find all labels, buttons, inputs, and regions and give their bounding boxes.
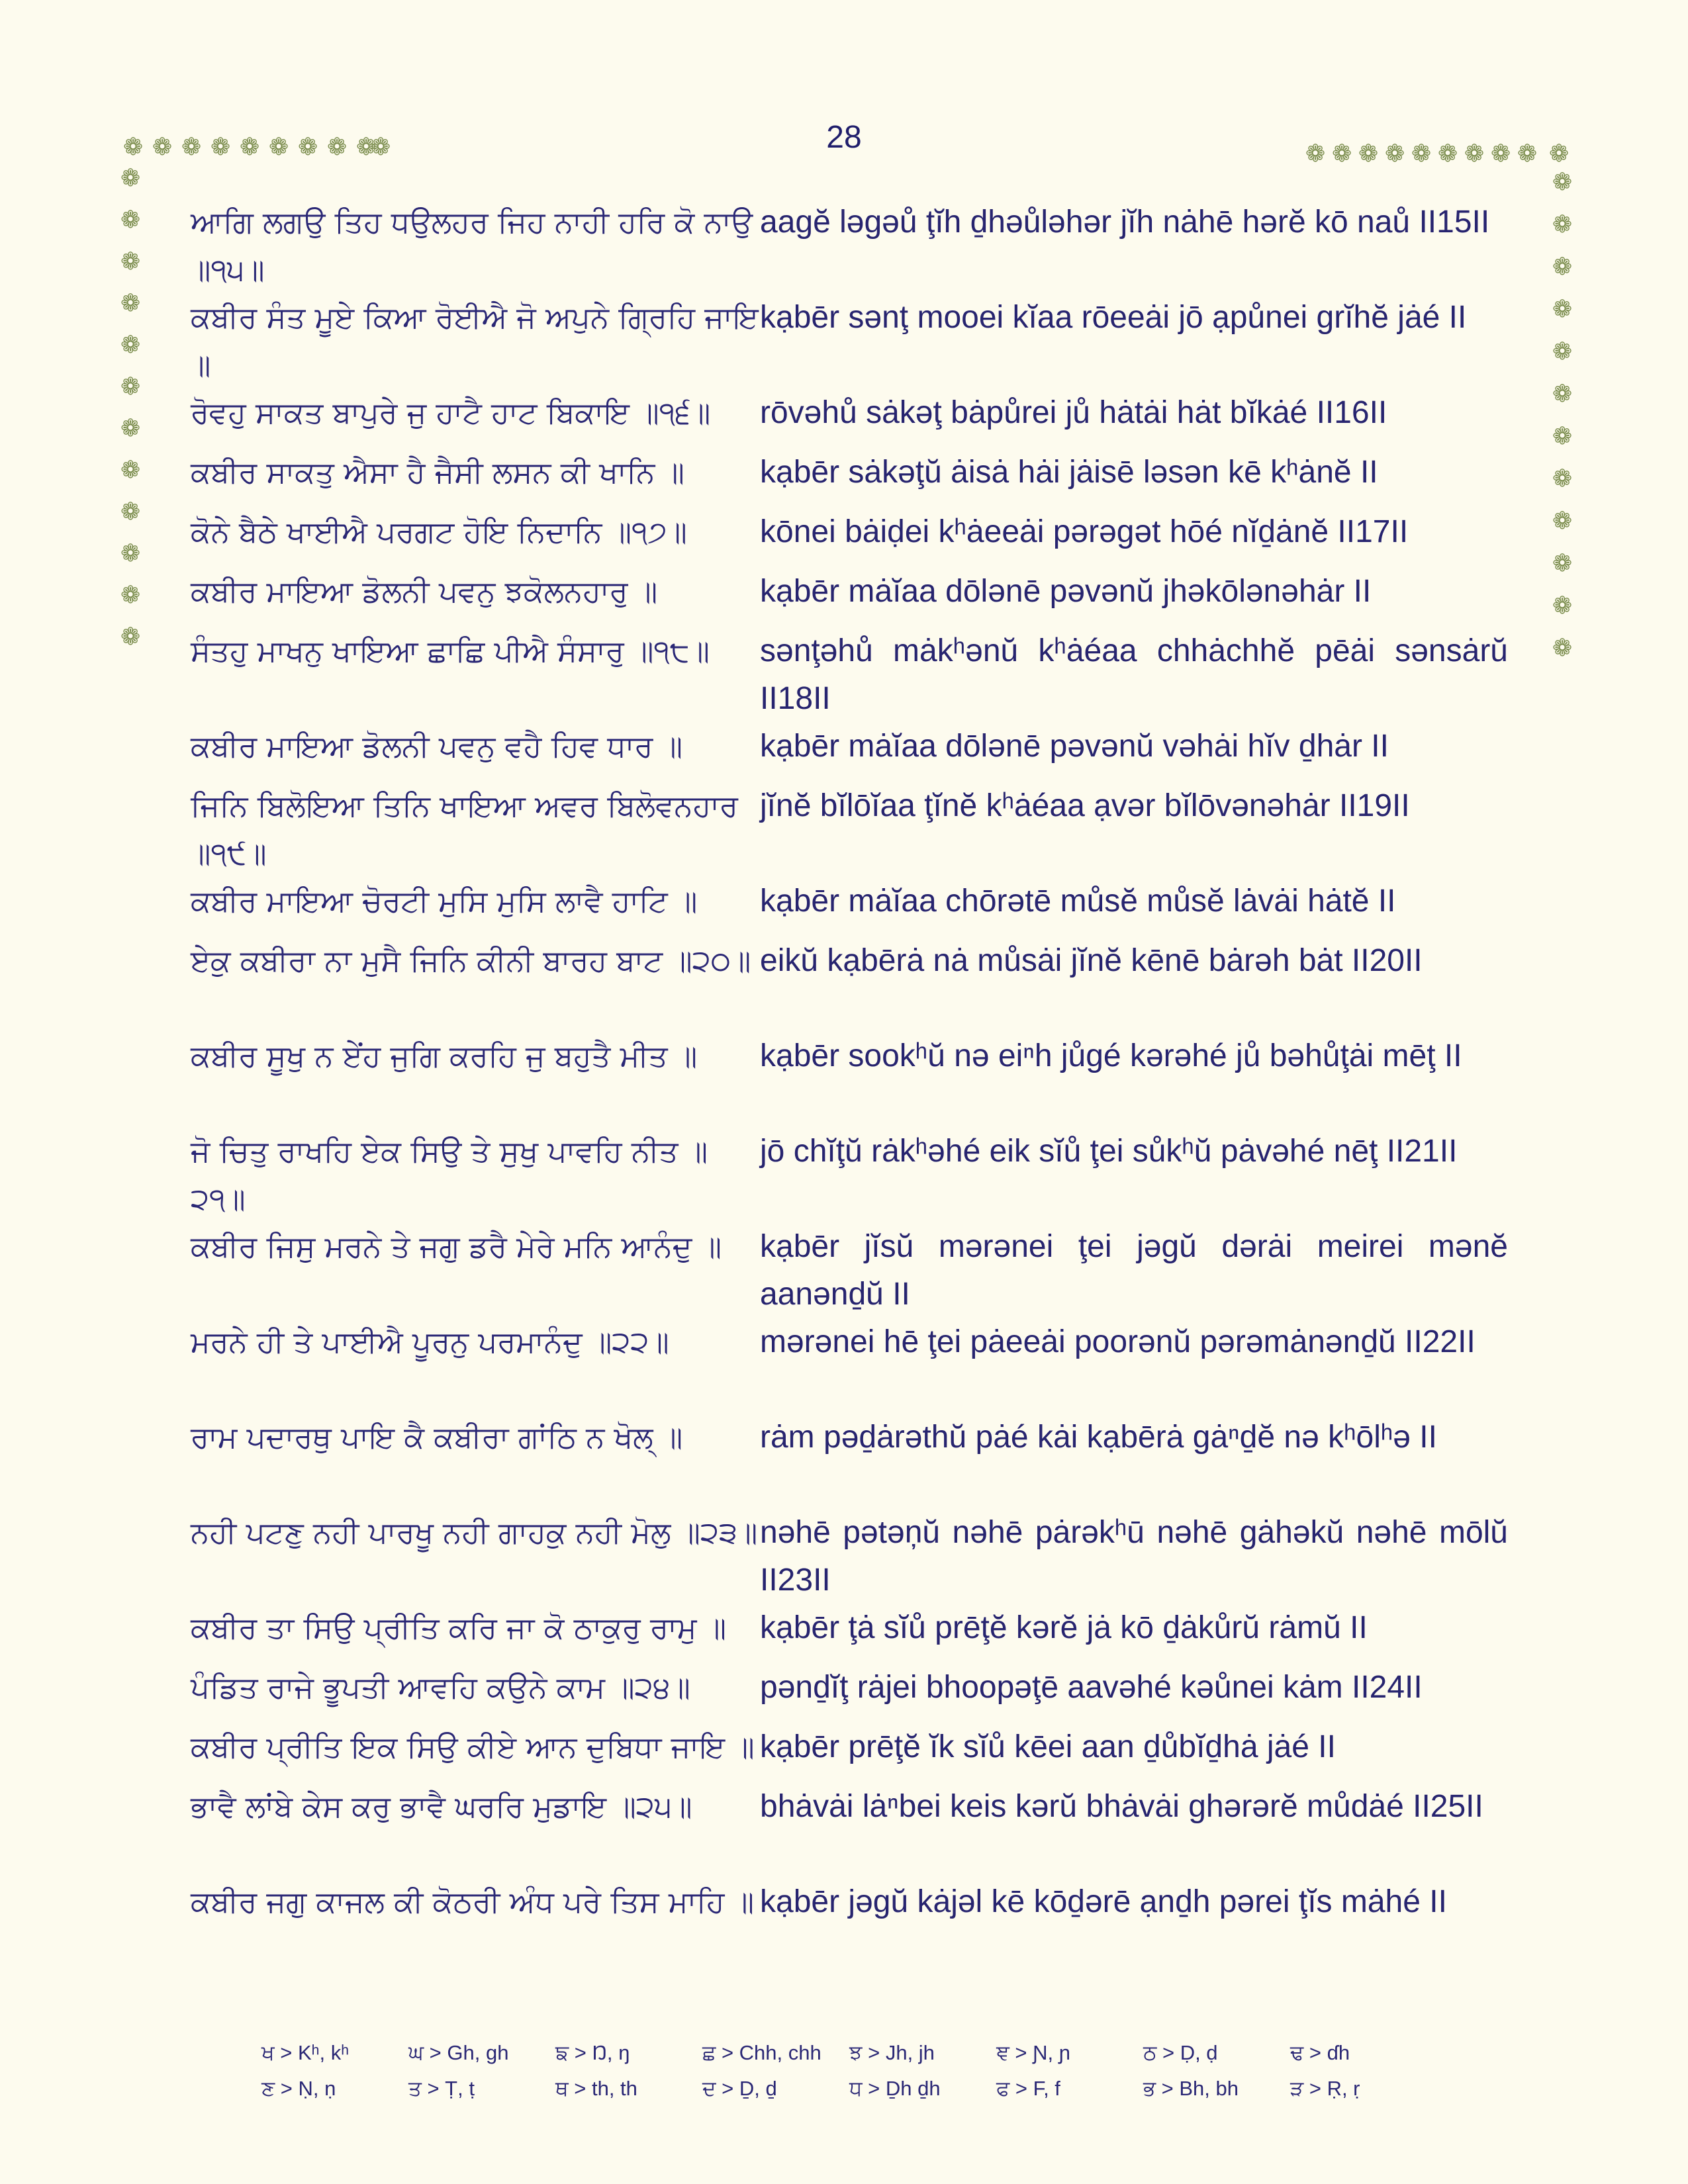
flower-ornament-icon: ❁ — [120, 623, 141, 651]
transliteration-text: rōvəhů sȧkəţ bȧpůrei jů hȧtȧi hȧt bĭkȧé II16II — [760, 395, 1387, 430]
flower-ornament-icon: ❁ — [1552, 169, 1573, 196]
verse-row — [191, 1509, 1515, 1604]
flower-ornament-icon: ❁ — [120, 290, 141, 317]
flower-ornament-icon: ❁ — [269, 134, 289, 161]
flower-ornament-icon: ❁ — [120, 248, 141, 275]
flower-ornament-icon: ❁ — [120, 498, 141, 525]
legend-item: ਙ > Ŋ, ŋ — [555, 2040, 630, 2064]
gurmukhi-text: ਕੋਨੇ ਬੈਠੇ ਖਾਈਐ ਪਰਗਟ ਹੋਇ ਨਿਦਾਨਿ ॥੧੭॥ — [191, 514, 687, 549]
gurmukhi-text: ਕਬੀਰ ਮਾਇਆ ਡੋਲਨੀ ਪਵਨੁ ਝਕੋਲਨਹਾਰੁ ॥ — [191, 574, 658, 609]
flower-ornament-icon: ❁ — [120, 206, 141, 234]
gurmukhi-text: ਕਬੀਰ ਸੰਤ ਮੂਏ ਕਿਆ ਰੋਈਐ ਜੋ ਅਪੁਨੇ ਗ੍ਰਿਹਿ ਜਾਇ ॥ — [191, 300, 759, 383]
transliteration-text: bhȧvȧi lȧⁿbei keis kərŭ bhȧvȧi ghərərĕ můdȧé II25II — [760, 1789, 1483, 1824]
legend-item: ਣ > Ṇ, ṇ — [261, 2076, 336, 2100]
verse-row — [191, 1318, 1515, 1414]
transliteration-text: rȧm pəḏȧrəthŭ pȧé kȧi kạbērȧ gȧⁿḏĕ nə kʰōlʰə II — [760, 1420, 1437, 1455]
gurmukhi-text: ਕਬੀਰ ਜਿਸੁ ਮਰਨੇ ਤੇ ਜਗੁ ਡਰੈ ਮੇਰੇ ਮਨਿ ਆਨੰਦੁ ॥ — [191, 1229, 722, 1264]
flower-ornament-icon: ❁ — [1552, 253, 1573, 281]
flower-ornament-icon: ❁ — [123, 134, 144, 161]
legend-item: ਝ > Jh, jh — [849, 2040, 935, 2064]
flower-ornament-icon: ❁ — [1332, 140, 1352, 167]
transliteration-text: pənḏĭţ rȧjei bhoopəţē aavəhé kəůnei kȧm II24II — [760, 1670, 1423, 1705]
verse-row — [191, 389, 1515, 449]
flower-ornament-icon: ❁ — [152, 134, 173, 161]
verse-row — [191, 782, 1515, 878]
gurmukhi-text: ਰੋਵਹੁ ਸਾਕਤ ਬਾਪੁਰੇ ਜੁ ਹਾਟੈ ਹਾਟ ਬਿਕਾਇ ॥੧੬॥ — [191, 395, 711, 430]
flower-ornament-icon: ❁ — [1552, 211, 1573, 238]
gurmukhi-text: ਸੰਤਹੁ ਮਾਖਨੁ ਖਾਇਆ ਛਾਛਿ ਪੀਐ ਸੰਸਾਰੁ ॥੧੮॥ — [191, 633, 710, 668]
gurmukhi-text: ਆਗਿ ਲਗਉ ਤਿਹ ਧਉਲਹਰ ਜਿਹ ਨਾਹੀ ਹਰਿ ਕੋ ਨਾਉ ॥੧੫॥ — [191, 205, 753, 287]
flower-ornament-icon: ❁ — [120, 332, 141, 359]
flower-ornament-icon: ❁ — [1385, 140, 1405, 167]
flower-ornament-icon: ❁ — [120, 415, 141, 442]
flower-ornament-icon: ❁ — [371, 134, 391, 161]
verse-row — [191, 1414, 1515, 1509]
gurmukhi-text: ਏਕੁ ਕਬੀਰਾ ਨਾ ਮੁਸੈ ਜਿਨਿ ਕੀਨੀ ਬਾਰਹ ਬਾਟ ॥੨੦॥ — [191, 943, 751, 978]
legend-row — [261, 2035, 1453, 2071]
gurmukhi-text: ਜੋ ਚਿਤੁ ਰਾਖਹਿ ਏਕ ਸਿਉ ਤੇ ਸੁਖੁ ਪਾਵਹਿ ਨੀਤ ॥੨੧॥ — [191, 1134, 708, 1216]
transliteration-text: nəhē pətəņŭ nəhē pȧrəkʰū nəhē gȧhəkŭ nəhē mōlŭ II23II — [760, 1515, 1508, 1598]
legend-item: ਘ > Gh, gh — [408, 2040, 509, 2064]
flower-ornament-icon: ❁ — [1552, 635, 1573, 662]
flower-ornament-icon: ❁ — [1552, 423, 1573, 450]
legend-item: ਤ > Ṭ, ṭ — [408, 2076, 475, 2100]
flower-ornament-icon: ❁ — [120, 582, 141, 609]
gurmukhi-text: ਕਬੀਰ ਮਾਇਆ ਚੋਰਟੀ ਮੁਸਿ ਮੁਸਿ ਲਾਵੈ ਹਾਟਿ ॥ — [191, 884, 698, 919]
verse-row — [191, 1032, 1515, 1128]
legend-item: ਥ > th, th — [555, 2076, 637, 2100]
flower-ornament-icon: ❁ — [1552, 550, 1573, 577]
legend-item: ਧ > Ḏh ḏh — [849, 2076, 941, 2100]
flower-ornament-icon: ❁ — [1552, 296, 1573, 323]
verse-row — [191, 508, 1515, 568]
legend-item: ਫ > F, f — [996, 2076, 1060, 2100]
transliteration-text: kạbēr prēţĕ ĭk sĭů kēei aan ḏůbĭḏhȧ jȧé II — [760, 1729, 1336, 1764]
legend-item: ਢ > ɗh — [1290, 2040, 1350, 2064]
verse-row — [191, 1604, 1515, 1664]
gurmukhi-text: ਭਾਵੈ ਲਾਂਬੇ ਕੇਸ ਕਰੁ ਭਾਵੈ ਘਰਰਿ ਮੁਡਾਇ ॥੨੫॥ — [191, 1789, 692, 1824]
flower-ornament-icon: ❁ — [1358, 140, 1379, 167]
gurmukhi-text: ਜਿਨਿ ਬਿਲੋਇਆ ਤਿਨਿ ਖਾਇਆ ਅਵਰ ਬਿਲੋਵਨਹਾਰ ॥੧੯॥ — [191, 788, 738, 871]
transliteration-text: jĭnĕ bĭlōĭaa ţĭnĕ kʰȧéaa ạvər bĭlōvənəhȧr II19II — [760, 788, 1410, 823]
flower-ornament-icon: ❁ — [1411, 140, 1432, 167]
flower-ornament-icon: ❁ — [1438, 140, 1458, 167]
transliteration-text: kạbēr ţȧ sĭů prēţĕ kərĕ jȧ kō ḏȧkůrŭ rȧmŭ II — [760, 1610, 1368, 1645]
flower-ornament-icon: ❁ — [1549, 140, 1570, 167]
legend-item: ਭ > Bh, bh — [1143, 2076, 1239, 2100]
transliteration-text: kōnei bȧiḍei kʰȧeeȧi pərəgət hōé nĭḏȧnĕ II17II — [760, 514, 1409, 549]
gurmukhi-text: ਕਬੀਰ ਸੂਖੁ ਨ ਏਂਹ ਜੁਗਿ ਕਰਹਿ ਜੁ ਬਹੁਤੈ ਮੀਤ ॥ — [191, 1038, 698, 1073]
flower-ornament-icon: ❁ — [120, 540, 141, 567]
legend-item: ਖ > Kʰ, kʰ — [261, 2040, 350, 2064]
flower-ornament-icon: ❁ — [1517, 140, 1538, 167]
gurmukhi-text: ਕਬੀਰ ਸਾਕਤੁ ਐਸਾ ਹੈ ਜੈਸੀ ਲਸਨ ਕੀ ਖਾਨਿ ॥ — [191, 455, 685, 490]
flower-ornament-icon: ❁ — [1491, 140, 1511, 167]
flower-ornament-icon: ❁ — [327, 134, 348, 161]
gurmukhi-text: ਨਹੀ ਪਟਣੁ ਨਹੀ ਪਾਰਖੂ ਨਹੀ ਗਾਹਕੁ ਨਹੀ ਮੋਲੁ ॥੨੩॥ — [191, 1515, 758, 1550]
page-number: 28 — [826, 120, 862, 155]
gurmukhi-text: ਕਬੀਰ ਪ੍ਰੀਤਿ ਇਕ ਸਿਉ ਕੀਏ ਆਨ ਦੁਬਿਧਾ ਜਾਇ ॥ — [191, 1729, 755, 1764]
transliteration-text: mərənei hē ţei pȧeeȧi poorənŭ pərəmȧnənḏŭ II22II — [760, 1324, 1476, 1359]
transliteration-text: kạbēr mȧĭaa dōlənē pəvənŭ vəhȧi hĭv ḏhȧr II — [760, 729, 1389, 764]
flower-ornament-icon: ❁ — [1552, 508, 1573, 535]
legend-item: ਦ > Ḏ, ḏ — [702, 2076, 777, 2100]
gurmukhi-text: ਮਰਨੇ ਹੀ ਤੇ ਪਾਈਐ ਪੂਰਨੁ ਪਰਮਾਨੰਦੁ ॥੨੨॥ — [191, 1324, 669, 1359]
verse-row — [191, 627, 1515, 723]
flower-ornament-icon: ❁ — [120, 165, 141, 192]
verse-row — [191, 568, 1515, 627]
transliteration-text: eikŭ kạbērȧ nȧ můsȧi jĭnĕ kēnē bȧrəh bȧt II20II — [760, 943, 1423, 978]
legend-item: ਠ > Ḍ, ḍ — [1143, 2040, 1218, 2064]
legend-item: ਞ > Ɲ, ɲ — [996, 2040, 1070, 2064]
flower-ornament-icon: ❁ — [1552, 592, 1573, 619]
verse-row — [191, 449, 1515, 508]
flower-ornament-icon: ❁ — [211, 134, 231, 161]
transliteration-text: kạbēr jəgŭ kȧjəl kē kōḏərē ạnḏh pərei ţĭs mȧhé II — [760, 1884, 1447, 1919]
verse-row — [191, 937, 1515, 1032]
transliteration-text: kạbēr sookʰŭ nə eiⁿh jůgé kərəhé jů bəhůţȧi mēţ II — [760, 1038, 1462, 1073]
flower-ornament-icon: ❁ — [240, 134, 260, 161]
legend-item: ਛ > Chh, chh — [702, 2040, 821, 2064]
verse-row — [191, 1723, 1515, 1783]
verse-row — [191, 1783, 1515, 1878]
verse-row — [191, 294, 1515, 389]
transliteration-text: kạbēr jĭsŭ mərənei ţei jəgŭ dərȧi meirei mənĕ aanənḏŭ II — [760, 1229, 1508, 1312]
flower-ornament-icon: ❁ — [1464, 140, 1485, 167]
flower-ornament-icon: ❁ — [120, 457, 141, 484]
flower-ornament-icon: ❁ — [298, 134, 318, 161]
verse-row — [191, 1223, 1515, 1318]
verse-row — [191, 723, 1515, 782]
flower-ornament-icon: ❁ — [1305, 140, 1326, 167]
transliteration-legend — [261, 2035, 1453, 2107]
transliteration-text: kạbēr mȧĭaa chōrətē můsĕ můsĕ lȧvȧi hȧtĕ II — [760, 884, 1396, 919]
transliteration-text: kạbēr sȧkəţŭ ȧisȧ hȧi jȧisē ləsən kē kʰȧnĕ II — [760, 455, 1378, 490]
flower-ornament-icon: ❁ — [356, 134, 377, 161]
flower-ornament-icon: ❁ — [1552, 465, 1573, 492]
transliteration-text: kạbēr sənţ mooei kĭaa rōeeȧi jō ạpůnei grĭhĕ jȧé II — [760, 300, 1467, 335]
transliteration-text: jō chĭţŭ rȧkʰəhé eik sĭů ţei sůkʰŭ pȧvəhé nēţ II21II — [760, 1134, 1458, 1169]
gurmukhi-text: ਕਬੀਰ ਮਾਇਆ ਡੋਲਨੀ ਪਵਨੁ ਵਹੈ ਹਿਵ ਧਾਰ ॥ — [191, 729, 683, 764]
flower-ornament-icon: ❁ — [1552, 381, 1573, 408]
verse-row — [191, 1664, 1515, 1723]
transliteration-text: kạbēr mȧĭaa dōlənē pəvənŭ jhəkōlənəhȧr II — [760, 574, 1372, 609]
transliteration-text: sənţəhů mȧkʰənŭ kʰȧéaa chhȧchhĕ pēȧi sənsȧrŭ II18II — [760, 633, 1508, 716]
verse-row — [191, 878, 1515, 937]
transliteration-text: aagĕ ləgəů ţĭh ḏhəůləhər jĭh nȧhē hərĕ kō naů II15II — [760, 205, 1490, 240]
gurmukhi-text: ਕਬੀਰ ਤਾ ਸਿਉ ਪ੍ਰੀਤਿ ਕਰਿ ਜਾ ਕੋ ਠਾਕੁਰੁ ਰਾਮੁ ॥ — [191, 1610, 727, 1645]
verse-row — [191, 1878, 1515, 1974]
flower-ornament-icon: ❁ — [120, 373, 141, 400]
legend-row — [261, 2071, 1453, 2107]
legend-item: ੜ > Ṛ, ṛ — [1290, 2076, 1360, 2100]
gurmukhi-text: ਪੰਡਿਤ ਰਾਜੇ ਭੂਪਤੀ ਆਵਹਿ ਕਉਨੇ ਕਾਮ ॥੨੪॥ — [191, 1670, 690, 1705]
verse-row — [191, 199, 1515, 294]
flower-ornament-icon: ❁ — [181, 134, 202, 161]
verse-table — [191, 199, 1515, 1974]
gurmukhi-text: ਰਾਮ ਪਦਾਰਥੁ ਪਾਇ ਕੈ ਕਬੀਰਾ ਗਾਂਠਿ ਨ ਖੋਲ੍ ॥ — [191, 1420, 683, 1455]
gurmukhi-text: ਕਬੀਰ ਜਗੁ ਕਾਜਲ ਕੀ ਕੋਠਰੀ ਅੰਧ ਪਰੇ ਤਿਸ ਮਾਹਿ ॥ — [191, 1884, 755, 1919]
flower-ornament-icon: ❁ — [1552, 338, 1573, 365]
verse-row — [191, 1128, 1515, 1223]
